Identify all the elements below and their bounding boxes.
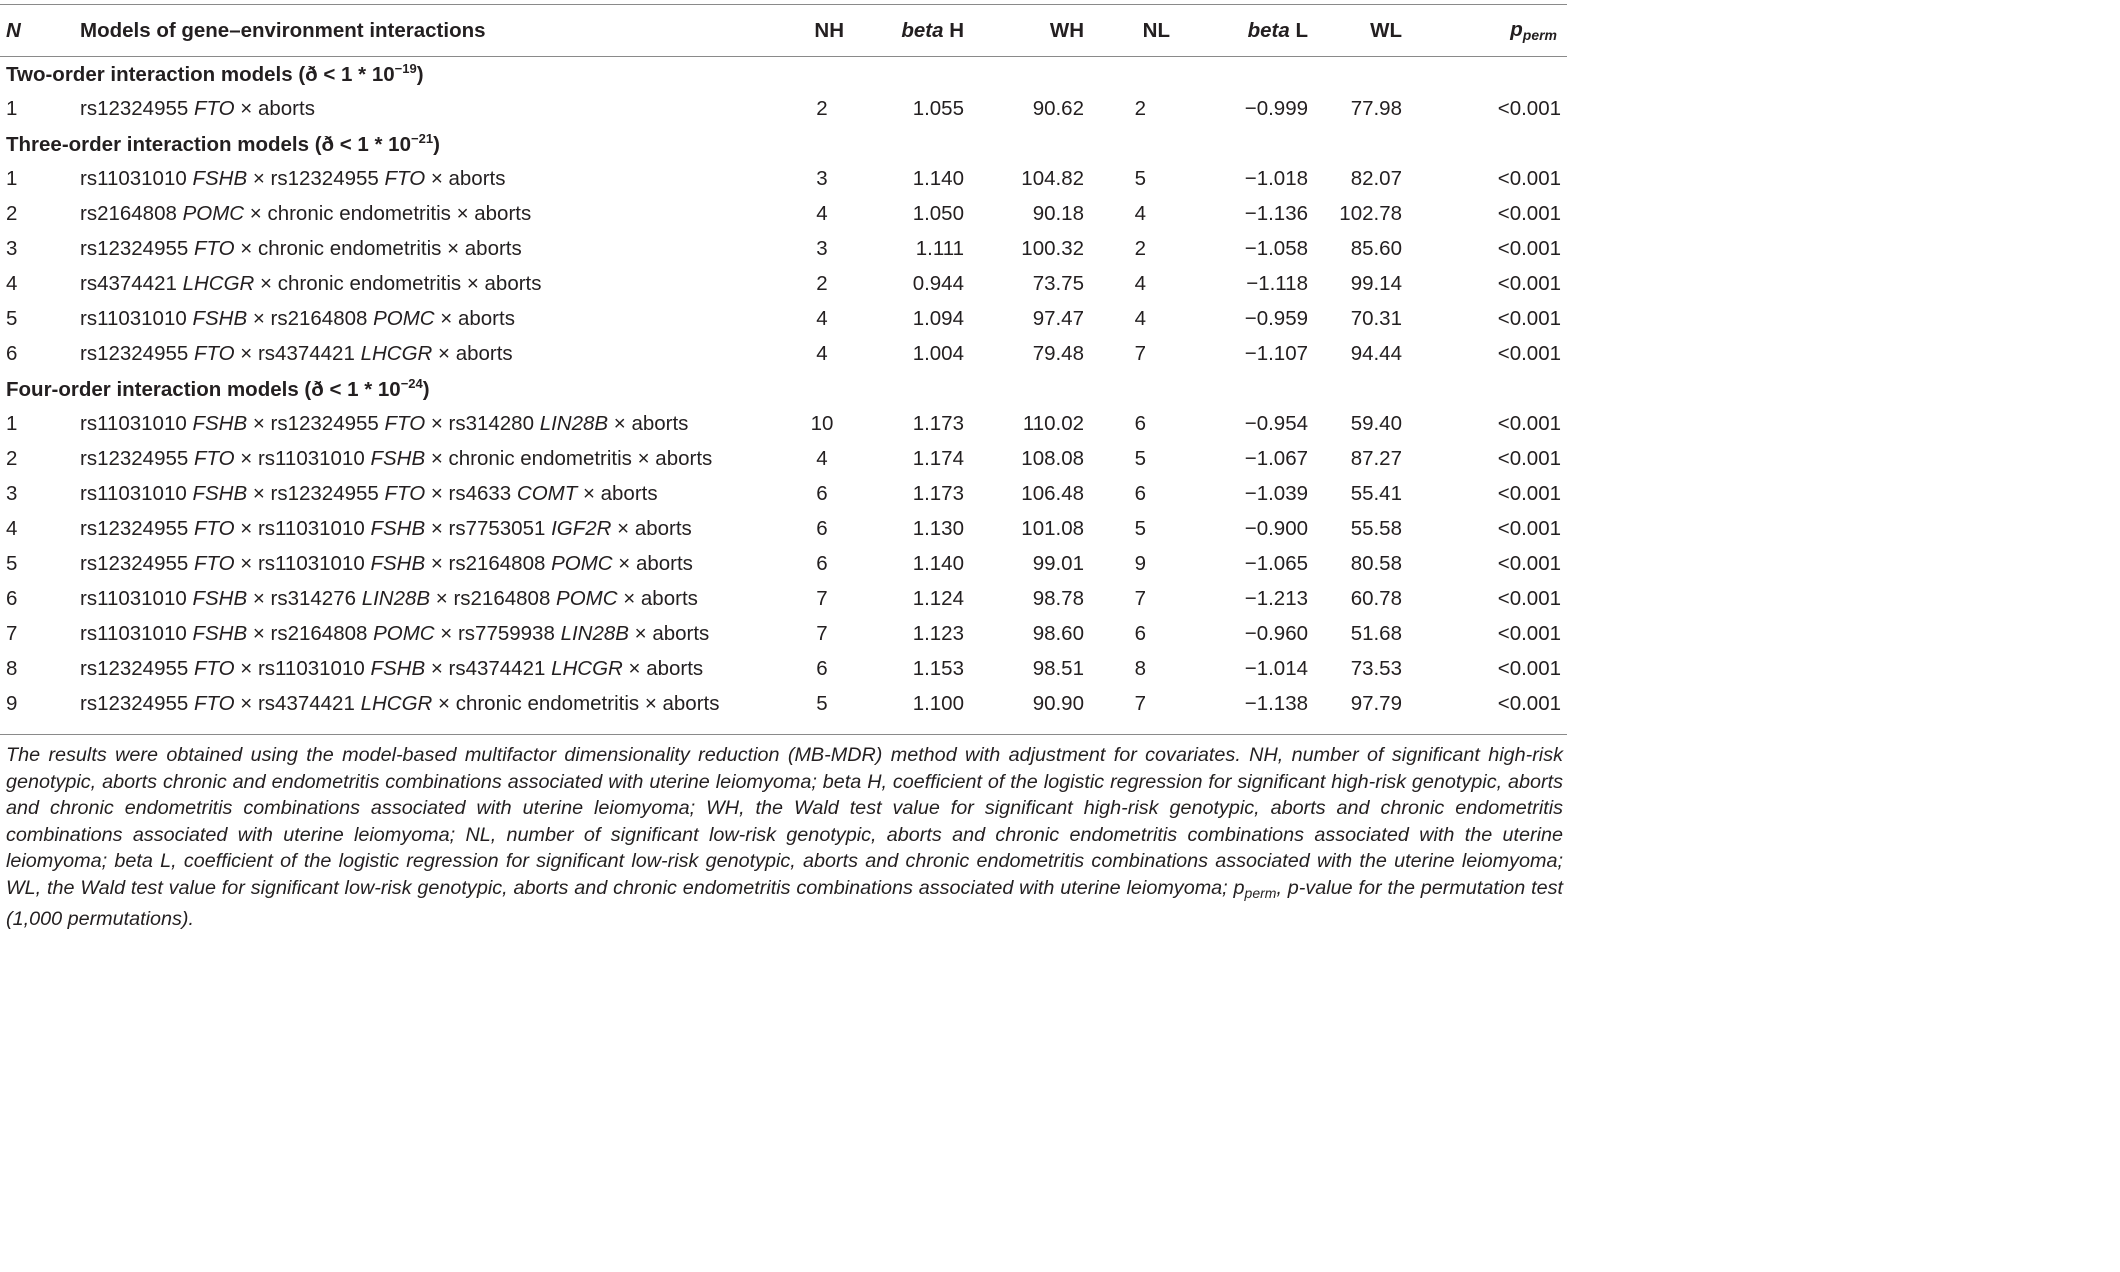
cell-p-perm: <0.001 bbox=[1497, 237, 1561, 260]
cell-beta-h: 1.055 bbox=[912, 97, 964, 120]
table-row bbox=[0, 652, 1567, 687]
table-row bbox=[0, 442, 1567, 477]
footnote-text: The results were obtained using the model-based multifactor dimensionality reduction (MB-MDR) method with adjustment for covariates. NH, number of significant high-risk genotypic, aborts chronic and endometritis combinations associated with uterine leiomyoma; beta H, coefficient of the logistic regression for significant high-risk genotypic, aborts and chronic endometritis combinations associated with uterine leiomyoma; WH, the Wald test value for significant high-risk genotypic, aborts and chronic endometritis combinations associated with uterine leiomyoma; NL, number of significant low-risk genotypic, aborts and chronic endometritis combinations associated with the uterine leiomyoma; beta L, coefficient of the logistic regression for significant low-risk genotypic, aborts and chronic endometritis combinations associated with the uterine leiomyoma; WL, the Wald test value for significant low-risk genotypic, aborts and chronic endometritis combinations associated with uterine leiomyoma; bbox=[6, 744, 1563, 899]
cell-nh: 6 bbox=[816, 657, 828, 680]
header-beta-l: beta L bbox=[1247, 18, 1308, 42]
cell-beta-l: −1.067 bbox=[1244, 447, 1308, 470]
cell-wh: 90.62 bbox=[1032, 97, 1084, 120]
table-row bbox=[0, 407, 1567, 442]
table-row bbox=[0, 302, 1567, 337]
cell-model: rs12324955 FTO × rs11031010 FSHB × rs4374421 LHCGR × aborts bbox=[80, 657, 704, 680]
cell-n: 7 bbox=[6, 622, 18, 645]
header-nl: NL bbox=[1142, 18, 1170, 42]
cell-model: rs11031010 FSHB × rs2164808 POMC × rs7759938 LIN28B × aborts bbox=[80, 622, 710, 645]
cell-model: rs12324955 FTO × rs4374421 LHCGR × chronic endometritis × aborts bbox=[80, 692, 720, 715]
cell-n: 1 bbox=[6, 412, 18, 435]
cell-wh: 98.51 bbox=[1032, 657, 1084, 680]
cell-p-perm: <0.001 bbox=[1497, 692, 1561, 715]
cell-nh: 6 bbox=[816, 552, 828, 575]
cell-p-perm: <0.001 bbox=[1497, 342, 1561, 365]
cell-model: rs11031010 FSHB × rs12324955 FTO × rs4633 COMT × aborts bbox=[80, 482, 658, 505]
table-row bbox=[0, 197, 1567, 232]
cell-beta-h: 1.173 bbox=[912, 482, 964, 505]
cell-wl: 87.27 bbox=[1350, 447, 1402, 470]
table-row bbox=[0, 477, 1567, 512]
cell-beta-h: 1.174 bbox=[912, 447, 964, 470]
header-wl: WL bbox=[1370, 18, 1402, 42]
cell-nl: 5 bbox=[1134, 167, 1146, 190]
cell-beta-h: 1.123 bbox=[912, 622, 964, 645]
cell-nh: 4 bbox=[816, 202, 828, 225]
cell-p-perm: <0.001 bbox=[1497, 622, 1561, 645]
cell-beta-h: 1.100 bbox=[912, 692, 964, 715]
cell-p-perm: <0.001 bbox=[1497, 517, 1561, 540]
cell-beta-l: −0.960 bbox=[1244, 622, 1308, 645]
cell-model: rs2164808 POMC × chronic endometritis × aborts bbox=[80, 202, 532, 225]
section-header-row bbox=[0, 372, 1567, 407]
cell-model: rs12324955 FTO × rs4374421 LHCGR × aborts bbox=[80, 342, 513, 365]
cell-wl: 77.98 bbox=[1350, 97, 1402, 120]
cell-beta-l: −1.138 bbox=[1244, 692, 1308, 715]
cell-n: 2 bbox=[6, 202, 18, 225]
cell-nh: 6 bbox=[816, 517, 828, 540]
cell-nl: 6 bbox=[1134, 482, 1146, 505]
cell-nh: 7 bbox=[816, 622, 828, 645]
cell-beta-l: −0.954 bbox=[1244, 412, 1308, 435]
cell-model: rs12324955 FTO × aborts bbox=[80, 97, 315, 120]
cell-wh: 108.08 bbox=[1021, 447, 1084, 470]
cell-wh: 97.47 bbox=[1032, 307, 1084, 330]
cell-beta-h: 1.050 bbox=[912, 202, 964, 225]
cell-n: 4 bbox=[6, 272, 18, 295]
header-p-perm: $p_{perm}$ bbox=[1510, 18, 1557, 43]
cell-n: 8 bbox=[6, 657, 18, 680]
cell-model: rs4374421 LHCGR × chronic endometritis × aborts bbox=[80, 272, 542, 295]
cell-p-perm: <0.001 bbox=[1497, 482, 1561, 505]
cell-beta-l: −1.018 bbox=[1244, 167, 1308, 190]
cell-wl: 99.14 bbox=[1350, 272, 1402, 295]
cell-nh: 4 bbox=[816, 447, 828, 470]
table-row bbox=[0, 512, 1567, 547]
interaction-models-table bbox=[0, 4, 1567, 722]
cell-model: rs11031010 FSHB × rs314276 LIN28B × rs2164808 POMC × aborts bbox=[80, 587, 698, 610]
cell-nl: 7 bbox=[1134, 342, 1146, 365]
table-footnote bbox=[6, 742, 1563, 933]
cell-wh: 100.32 bbox=[1021, 237, 1084, 260]
table-body bbox=[0, 57, 1567, 722]
cell-n: 2 bbox=[6, 447, 18, 470]
cell-nl: 8 bbox=[1134, 657, 1146, 680]
section-title: Three-order interaction models (ð < $1 * 10^{-21}$) bbox=[6, 131, 440, 156]
cell-wh: 90.90 bbox=[1032, 692, 1084, 715]
cell-wl: 55.58 bbox=[1350, 517, 1402, 540]
cell-n: 6 bbox=[6, 587, 18, 610]
cell-n: 1 bbox=[6, 167, 18, 190]
header-beta-h: beta H bbox=[901, 18, 964, 42]
header-n: N bbox=[6, 18, 21, 42]
cell-nl: 7 bbox=[1134, 692, 1146, 715]
section-title: Four-order interaction models (ð < $1 * 10^{-24}$) bbox=[6, 376, 430, 401]
cell-beta-l: −1.136 bbox=[1244, 202, 1308, 225]
footnote-divider bbox=[0, 734, 1567, 735]
cell-n: 1 bbox=[6, 97, 18, 120]
cell-p-perm: <0.001 bbox=[1497, 202, 1561, 225]
cell-model: rs12324955 FTO × rs11031010 FSHB × rs2164808 POMC × aborts bbox=[80, 552, 693, 575]
cell-nl: 2 bbox=[1134, 97, 1146, 120]
table-row bbox=[0, 617, 1567, 652]
cell-wl: 82.07 bbox=[1350, 167, 1402, 190]
cell-beta-l: −0.900 bbox=[1244, 517, 1308, 540]
cell-wh: 98.78 bbox=[1032, 587, 1084, 610]
table-row bbox=[0, 582, 1567, 617]
cell-p-perm: <0.001 bbox=[1497, 307, 1561, 330]
cell-wh: 98.60 bbox=[1032, 622, 1084, 645]
cell-wh: 101.08 bbox=[1021, 517, 1084, 540]
cell-beta-l: −0.999 bbox=[1244, 97, 1308, 120]
table-row bbox=[0, 547, 1567, 582]
cell-p-perm: <0.001 bbox=[1497, 412, 1561, 435]
cell-nl: 4 bbox=[1134, 272, 1146, 295]
cell-beta-h: 1.004 bbox=[912, 342, 964, 365]
cell-model: rs12324955 FTO × chronic endometritis × aborts bbox=[80, 237, 522, 260]
cell-beta-l: −1.107 bbox=[1244, 342, 1308, 365]
cell-model: rs11031010 FSHB × rs2164808 POMC × aborts bbox=[80, 307, 515, 330]
cell-beta-h: 1.111 bbox=[915, 237, 964, 260]
table-header bbox=[0, 5, 1567, 57]
cell-beta-h: 1.130 bbox=[912, 517, 964, 540]
cell-beta-h: 1.094 bbox=[912, 307, 964, 330]
cell-wl: 70.31 bbox=[1350, 307, 1402, 330]
cell-p-perm: <0.001 bbox=[1497, 587, 1561, 610]
cell-wl: 85.60 bbox=[1350, 237, 1402, 260]
cell-nh: 2 bbox=[816, 272, 828, 295]
cell-beta-l: −0.959 bbox=[1244, 307, 1308, 330]
cell-p-perm: <0.001 bbox=[1497, 97, 1561, 120]
cell-wl: 59.40 bbox=[1350, 412, 1402, 435]
cell-beta-l: −1.118 bbox=[1246, 272, 1308, 295]
header-wh: WH bbox=[1049, 18, 1084, 42]
cell-beta-h: 1.140 bbox=[912, 552, 964, 575]
cell-nh: 7 bbox=[816, 587, 828, 610]
table-row bbox=[0, 92, 1567, 127]
cell-wh: 99.01 bbox=[1032, 552, 1084, 575]
cell-nl: 5 bbox=[1134, 517, 1146, 540]
cell-beta-l: −1.014 bbox=[1244, 657, 1308, 680]
cell-nh: 3 bbox=[816, 237, 828, 260]
cell-p-perm: <0.001 bbox=[1497, 552, 1561, 575]
cell-wl: 55.41 bbox=[1350, 482, 1402, 505]
cell-wl: 80.58 bbox=[1350, 552, 1402, 575]
cell-nl: 9 bbox=[1134, 552, 1146, 575]
header-nh: NH bbox=[814, 18, 844, 42]
cell-wl: 73.53 bbox=[1350, 657, 1402, 680]
cell-wl: 97.79 bbox=[1350, 692, 1402, 715]
table-row bbox=[0, 267, 1567, 302]
cell-nl: 6 bbox=[1134, 412, 1146, 435]
cell-wh: 90.18 bbox=[1032, 202, 1084, 225]
cell-nl: 4 bbox=[1134, 202, 1146, 225]
header-model: Models of gene–environment interactions bbox=[80, 18, 486, 42]
table-row bbox=[0, 232, 1567, 267]
cell-wh: 106.48 bbox=[1021, 482, 1084, 505]
cell-wh: 79.48 bbox=[1032, 342, 1084, 365]
cell-wl: 102.78 bbox=[1339, 202, 1402, 225]
cell-beta-l: −1.039 bbox=[1244, 482, 1308, 505]
section-title: Two-order interaction models (ð < $1 * 10^{-19}$) bbox=[6, 61, 424, 87]
cell-p-perm: <0.001 bbox=[1497, 447, 1561, 470]
cell-wl: 51.68 bbox=[1350, 622, 1402, 645]
cell-n: 5 bbox=[6, 307, 18, 330]
cell-nh: 6 bbox=[816, 482, 828, 505]
cell-beta-l: −1.213 bbox=[1244, 587, 1308, 610]
cell-nh: 4 bbox=[816, 307, 828, 330]
cell-nh: 3 bbox=[816, 167, 828, 190]
cell-nl: 2 bbox=[1134, 237, 1146, 260]
cell-beta-h: 1.124 bbox=[912, 587, 964, 610]
table-row bbox=[0, 687, 1567, 722]
cell-p-perm: <0.001 bbox=[1497, 272, 1561, 295]
cell-beta-h: 1.153 bbox=[912, 657, 964, 680]
cell-wl: 60.78 bbox=[1350, 587, 1402, 610]
cell-beta-l: −1.065 bbox=[1244, 552, 1308, 575]
cell-n: 3 bbox=[6, 237, 18, 260]
cell-beta-h: 1.140 bbox=[912, 167, 964, 190]
cell-nl: 7 bbox=[1134, 587, 1146, 610]
cell-model: rs12324955 FTO × rs11031010 FSHB × chronic endometritis × aborts bbox=[80, 447, 713, 470]
cell-nl: 4 bbox=[1134, 307, 1146, 330]
cell-n: 3 bbox=[6, 482, 18, 505]
cell-nl: 5 bbox=[1134, 447, 1146, 470]
table-row bbox=[0, 337, 1567, 372]
cell-n: 6 bbox=[6, 342, 18, 365]
cell-nh: 4 bbox=[816, 342, 828, 365]
cell-n: 4 bbox=[6, 517, 18, 540]
cell-beta-h: 0.944 bbox=[912, 272, 964, 295]
header-row bbox=[0, 5, 1567, 57]
cell-wh: 110.02 bbox=[1022, 412, 1084, 435]
cell-wh: 73.75 bbox=[1032, 272, 1084, 295]
footnote-text-end: , p-value for the permutation test (1,000 permutations). bbox=[6, 876, 1563, 930]
cell-beta-h: 1.173 bbox=[912, 412, 964, 435]
cell-nl: 6 bbox=[1134, 622, 1146, 645]
cell-nh: 2 bbox=[816, 97, 828, 120]
footnote-p-symbol: $p_{perm}$ bbox=[1233, 876, 1277, 901]
cell-p-perm: <0.001 bbox=[1497, 657, 1561, 680]
cell-beta-l: −1.058 bbox=[1244, 237, 1308, 260]
cell-wh: 104.82 bbox=[1021, 167, 1084, 190]
cell-n: 5 bbox=[6, 552, 18, 575]
cell-model: rs12324955 FTO × rs11031010 FSHB × rs7753051 IGF2R × aborts bbox=[80, 517, 692, 540]
cell-p-perm: <0.001 bbox=[1497, 167, 1561, 190]
table-row bbox=[0, 162, 1567, 197]
section-header-row bbox=[0, 127, 1567, 162]
cell-model: rs11031010 FSHB × rs12324955 FTO × aborts bbox=[80, 167, 506, 190]
cell-n: 9 bbox=[6, 692, 18, 715]
cell-model: rs11031010 FSHB × rs12324955 FTO × rs314280 LIN28B × aborts bbox=[80, 412, 689, 435]
section-header-row bbox=[0, 57, 1567, 92]
cell-nh: 5 bbox=[816, 692, 828, 715]
cell-wl: 94.44 bbox=[1350, 342, 1402, 365]
cell-nh: 10 bbox=[810, 412, 834, 435]
